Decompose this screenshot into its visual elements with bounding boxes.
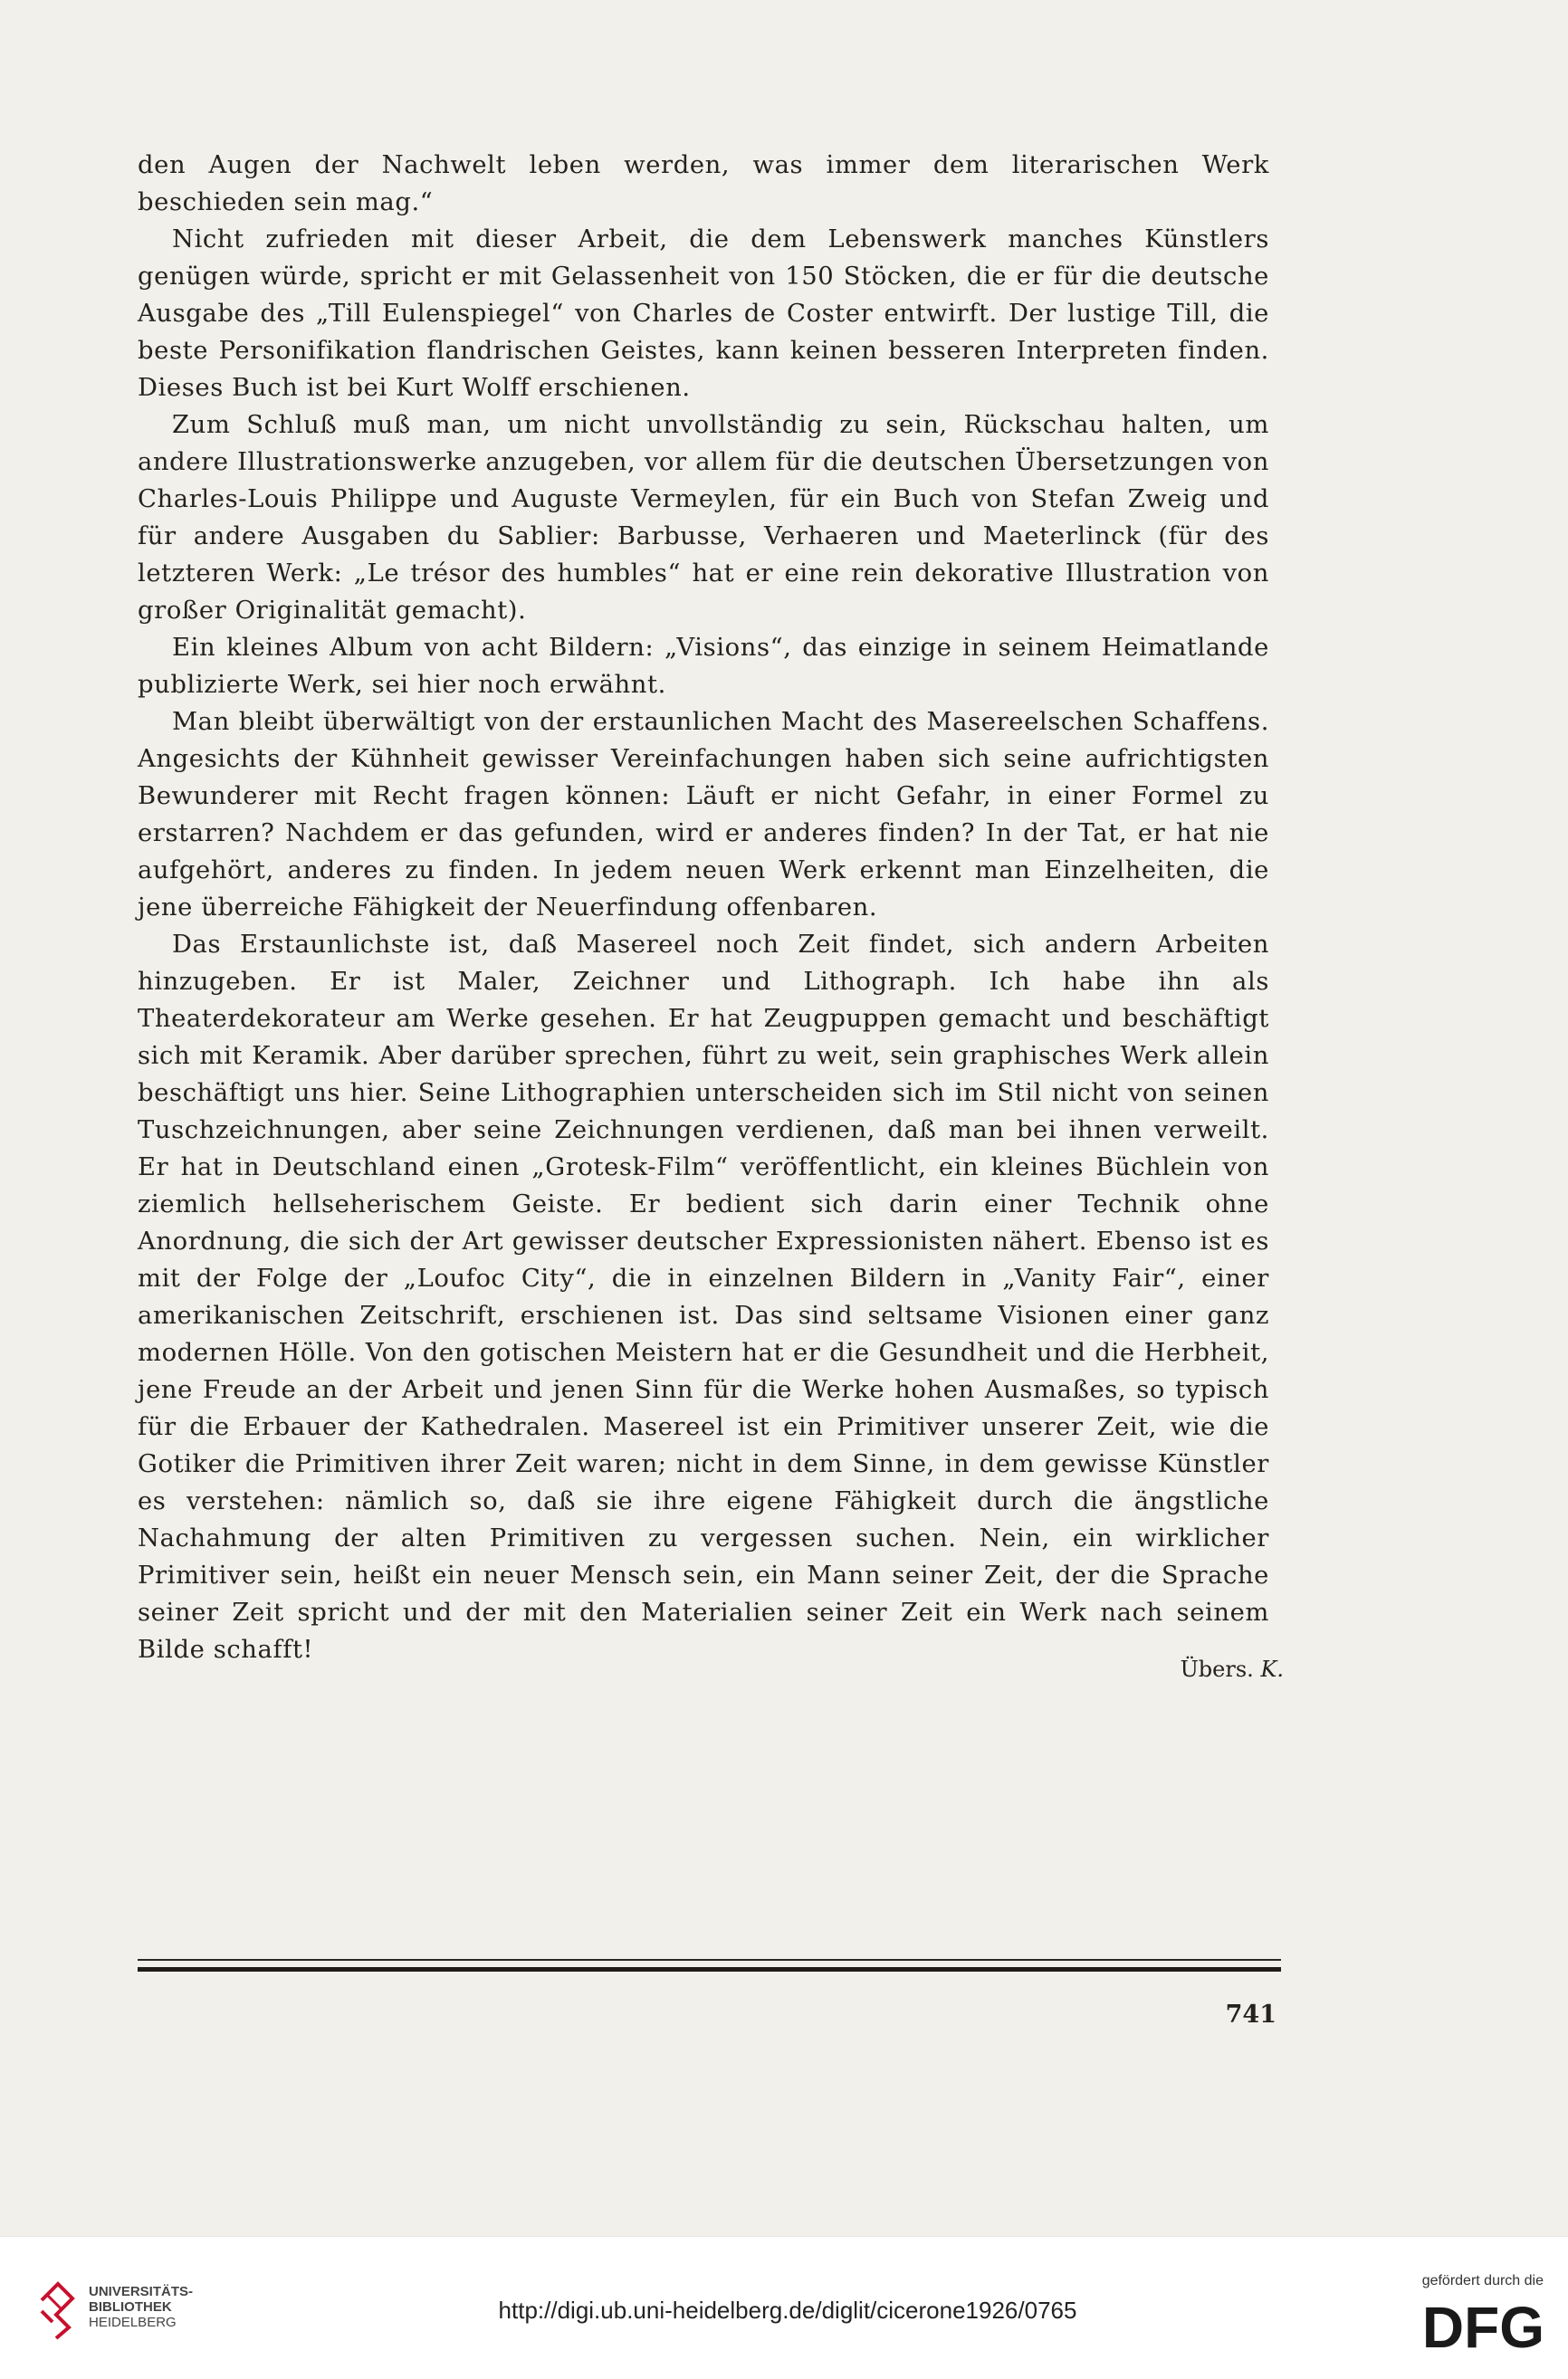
paragraph-2: Nicht zufrieden mit dieser Arbeit, die dem Lebenswerk manches Künstlers genügen würde, spricht er mit Gelassenheit von 150 Stöcken, die er für die deutsche Ausgabe des „Till Eulenspiegel“ von Charles de Coster entwirft. Der lustige Till, die beste Personifikation flandrischen Geistes, kann keinen besseren Interpreten finden. Dieses Buch ist bei Kurt Wolff erschienen. <box>138 225 1269 402</box>
library-name-line1: UNIVERSITÄTS- <box>89 2284 194 2299</box>
divider-thick <box>138 1967 1281 1972</box>
paragraph-5: Man bleibt überwältigt von der erstaunlichen Macht des Masereelschen Schaffens. Angesichts der Kühnheit gewisser Vereinfachungen haben sich seine aufrichtigsten Bewunderer mit Recht fragen können: Läuft er nicht Gefahr, in einer Formel zu erstarren? Nachdem er das gefunden, wird er anderes finden? In der Tat, er hat nie aufgehört, anderes zu finden. In jedem neuen Werk erkennt man Einzelheiten, die jene überreiche Fähigkeit der Neuerfindung offenbaren. <box>138 708 1269 922</box>
article-body <box>138 147 1269 1668</box>
dfg-logo-icon[interactable] <box>1401 2297 1546 2353</box>
page-number: 741 <box>1225 2001 1276 2029</box>
paragraph-3: Zum Schluß muß man, um nicht unvollständig zu sein, Rückschau halten, um andere Illustrationswerke anzugeben, vor allem für die deutschen Übersetzungen von Charles-Louis Philippe und Auguste Vermeylen, für ein Buch von Stefan Zweig und für andere Ausgaben du Sablier: Barbusse, Verhaeren und Maeterlinck (für des letzteren Werk: „Le trésor des humbles“ hat er eine rein dekorative Illustration von großer Originalität gemacht). <box>138 411 1269 625</box>
divider-thin <box>138 1959 1281 1961</box>
paragraph-6: Das Erstaunlichste ist, daß Masereel noch Zeit findet, sich andern Arbeiten hinzugeben. Er ist Maler, Zeichner und Lithograph. Ich habe ihn als Theaterdekorateur am Werke gesehen. Er hat Zeugpuppen gemacht und beschäftigt sich mit Keramik. Aber darüber sprechen, führt zu weit, sein graphisches Werk allein beschäftigt uns hier. Seine Lithographien unterscheiden sich im Stil nicht von seinen Tuschzeichnungen, aber seine Zeichnungen verdienen, daß man bei ihnen verweilt. Er hat in Deutschland einen „Grotesk-Film“ veröffentlicht, ein kleines Büchlein von ziemlich hellseherischem Geiste. Er bedient sich darin einer Technik ohne Anordnung, die sich der Art gewisser deutscher Expressionisten nähert. Ebenso ist es mit der Folge der „Loufoc City“, die in einzelnen Bildern in „Vanity Fair“, einer amerikanischen Zeitschrift, erschienen ist. Das sind seltsame Visionen einer ganz modernen Hölle. Von den gotischen Meistern hat er die Gesundheit und die Herbheit, jene Freude an der Arbeit und jenen Sinn für die Werke hohen Ausmaßes, so typisch für die Erbauer der Kathedralen. Masereel ist ein Primitiver unserer Zeit, wie die Gotiker die Primitiven ihrer Zeit waren; nicht in dem Sinne, in dem gewisse Künstler es verstehen: nämlich so, daß sie ihre eigene Fähigkeit durch die ängstliche Nachahmung der alten Primitiven zu vergessen suchen. Nein, ein wirklicher Primitiver sein, heißt ein neuer Mensch sein, ein Mann seiner Zeit, der die Sprache seiner Zeit spricht und der mit den Materialien seiner Zeit ein Werk nach seinem Bilde schafft! <box>138 931 1269 1664</box>
library-name[interactable] <box>89 2284 193 2330</box>
translator-signature <box>1059 1657 1284 1682</box>
dfg-logo-text: DFG <box>1421 2297 1544 2353</box>
signature-initial: K. <box>1260 1657 1284 1682</box>
signature-prefix: Übers. <box>1180 1657 1254 1682</box>
viewer-footer <box>0 2236 1568 2379</box>
paragraph-1: den Augen der Nachwelt leben werden, was immer dem literarischen Werk beschieden sein mag.“ <box>138 151 1269 216</box>
paragraph-4: Ein kleines Album von acht Bildern: „Visions“, das einzige in seinem Heimatlande publizierte Werk, sei hier noch erwähnt. <box>138 634 1269 699</box>
library-name-line2: BIBLIOTHEK <box>89 2299 172 2315</box>
source-url-link[interactable]: http://digi.ub.uni-heidelberg.de/diglit/cicerone1926/0765 <box>498 2297 1077 2324</box>
library-logo-icon[interactable] <box>36 2277 78 2340</box>
funding-label: gefördert durch die <box>1421 2273 1544 2288</box>
library-city: HEIDELBERG <box>89 2315 177 2330</box>
